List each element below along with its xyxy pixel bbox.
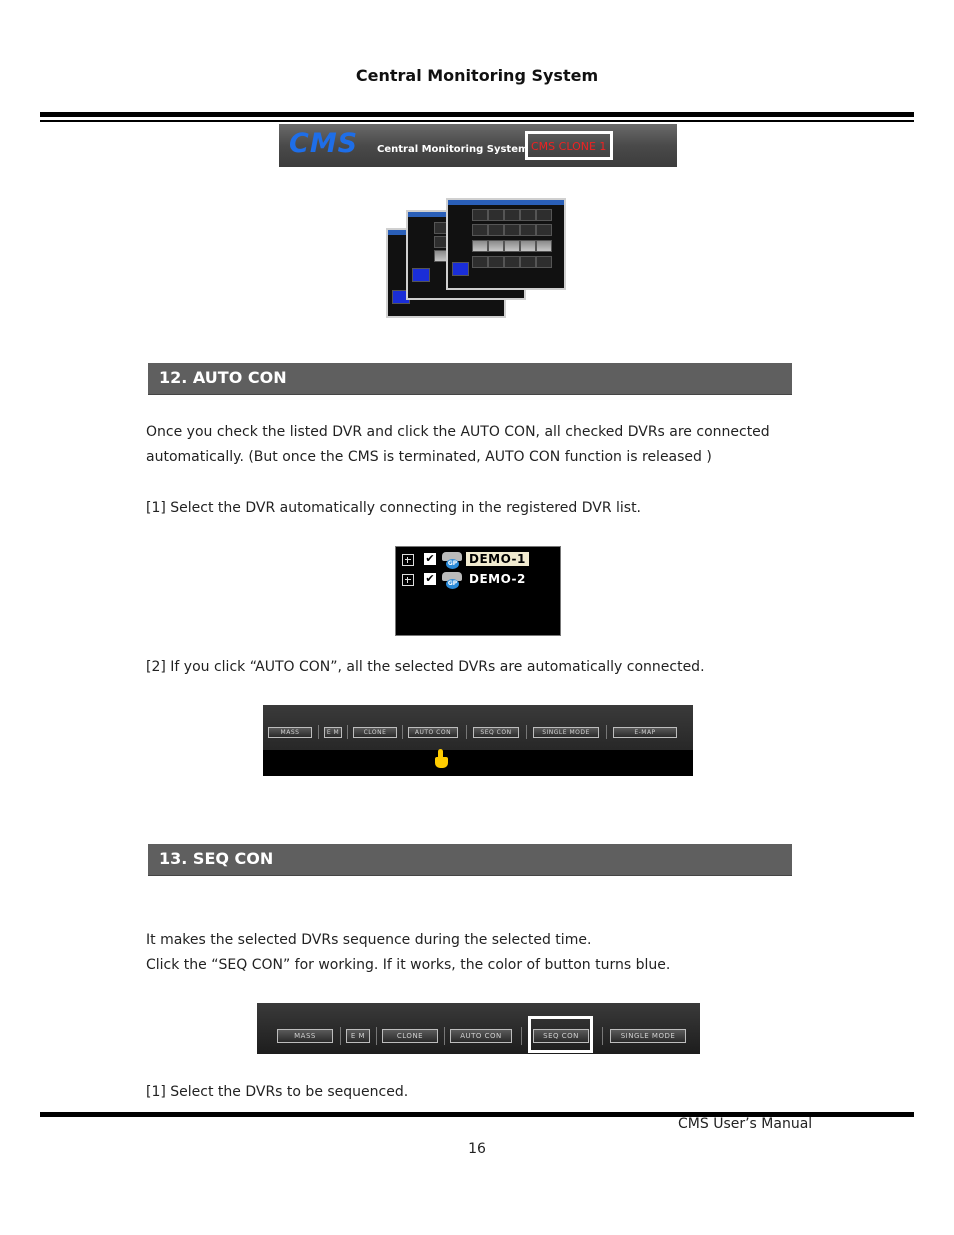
cms-banner-image <box>279 124 677 167</box>
footer-manual-title: CMS User’s Manual <box>678 1116 813 1132</box>
clone-button[interactable]: CLONE <box>382 1029 438 1043</box>
seq-con-button[interactable]: SEQ CON <box>533 1029 589 1043</box>
cms-clone-highlight <box>525 131 613 160</box>
stacked-clone-windows <box>386 198 566 318</box>
mass-button[interactable]: MASS <box>277 1029 333 1043</box>
em-button[interactable]: E M <box>346 1029 370 1043</box>
auto-con-button[interactable]: AUTO CON <box>450 1029 512 1043</box>
seq-con-button[interactable]: SEQ CON <box>473 727 519 738</box>
em-button[interactable]: E M <box>324 727 342 738</box>
clone-window-front <box>446 198 566 290</box>
seq-con-toolbar-image <box>257 1003 700 1054</box>
dvr-tree-image <box>395 546 561 636</box>
section-12-step2: [2] If you click “AUTO CON”, all the selected DVRs are automatically connected. <box>146 659 705 675</box>
cms-banner-subtitle: Central Monitoring System <box>377 144 529 155</box>
single-mode-button[interactable]: SINGLE MODE <box>610 1029 686 1043</box>
dvr-camera-icon: GP <box>442 552 464 568</box>
header-rule-thick <box>40 112 914 117</box>
clone-button[interactable]: CLONE <box>353 727 397 738</box>
section-13-heading-bar <box>148 844 792 876</box>
header-rule-thin <box>40 120 914 122</box>
checkbox-checked-icon[interactable]: ✔ <box>425 572 435 585</box>
checkbox-checked-icon[interactable]: ✔ <box>425 552 435 565</box>
auto-con-button[interactable]: AUTO CON <box>408 727 458 738</box>
page-header-title: Central Monitoring System <box>355 66 599 85</box>
expand-icon[interactable] <box>402 554 414 566</box>
dvr-label: DEMO-2 <box>469 572 526 586</box>
section-12-title: 12. AUTO CON <box>159 368 287 387</box>
section-12-intro-line1: Once you check the listed DVR and click the AUTO CON, all checked DVRs are connected <box>146 424 770 440</box>
section-12-intro-line2: automatically. (But once the CMS is terminated, AUTO CON function is released ) <box>146 449 712 465</box>
page-number: 16 <box>468 1141 486 1157</box>
dvr-tree-item-demo-2[interactable] <box>402 572 552 590</box>
single-mode-button[interactable]: SINGLE MODE <box>533 727 599 738</box>
section-13-intro-line2: Click the “SEQ CON” for working. If it works, the color of button turns blue. <box>146 957 671 973</box>
section-12-step1: [1] Select the DVR automatically connecting in the registered DVR list. <box>146 500 642 516</box>
cms-clone-label: CMS CLONE 1 <box>531 140 607 153</box>
section-13-step1: [1] Select the DVRs to be sequenced. <box>146 1084 409 1100</box>
seq-con-highlight <box>528 1016 593 1053</box>
auto-con-toolbar-image <box>263 705 693 776</box>
section-13-intro-line1: It makes the selected DVRs sequence during the selected time. <box>146 932 592 948</box>
dvr-camera-icon: GP <box>442 572 464 588</box>
cms-logo: CMS <box>289 128 359 159</box>
expand-icon[interactable] <box>402 574 414 586</box>
dvr-label: DEMO-1 <box>466 552 529 566</box>
section-12-intro <box>146 420 770 470</box>
dvr-tree-item-demo-1[interactable] <box>402 552 552 570</box>
section-12-heading-bar <box>148 363 792 395</box>
pointer-hand-icon <box>434 749 448 767</box>
e-map-button[interactable]: E-MAP <box>613 727 677 738</box>
mass-button[interactable]: MASS <box>268 727 312 738</box>
section-13-intro <box>146 928 670 978</box>
section-13-title: 13. SEQ CON <box>159 849 274 868</box>
